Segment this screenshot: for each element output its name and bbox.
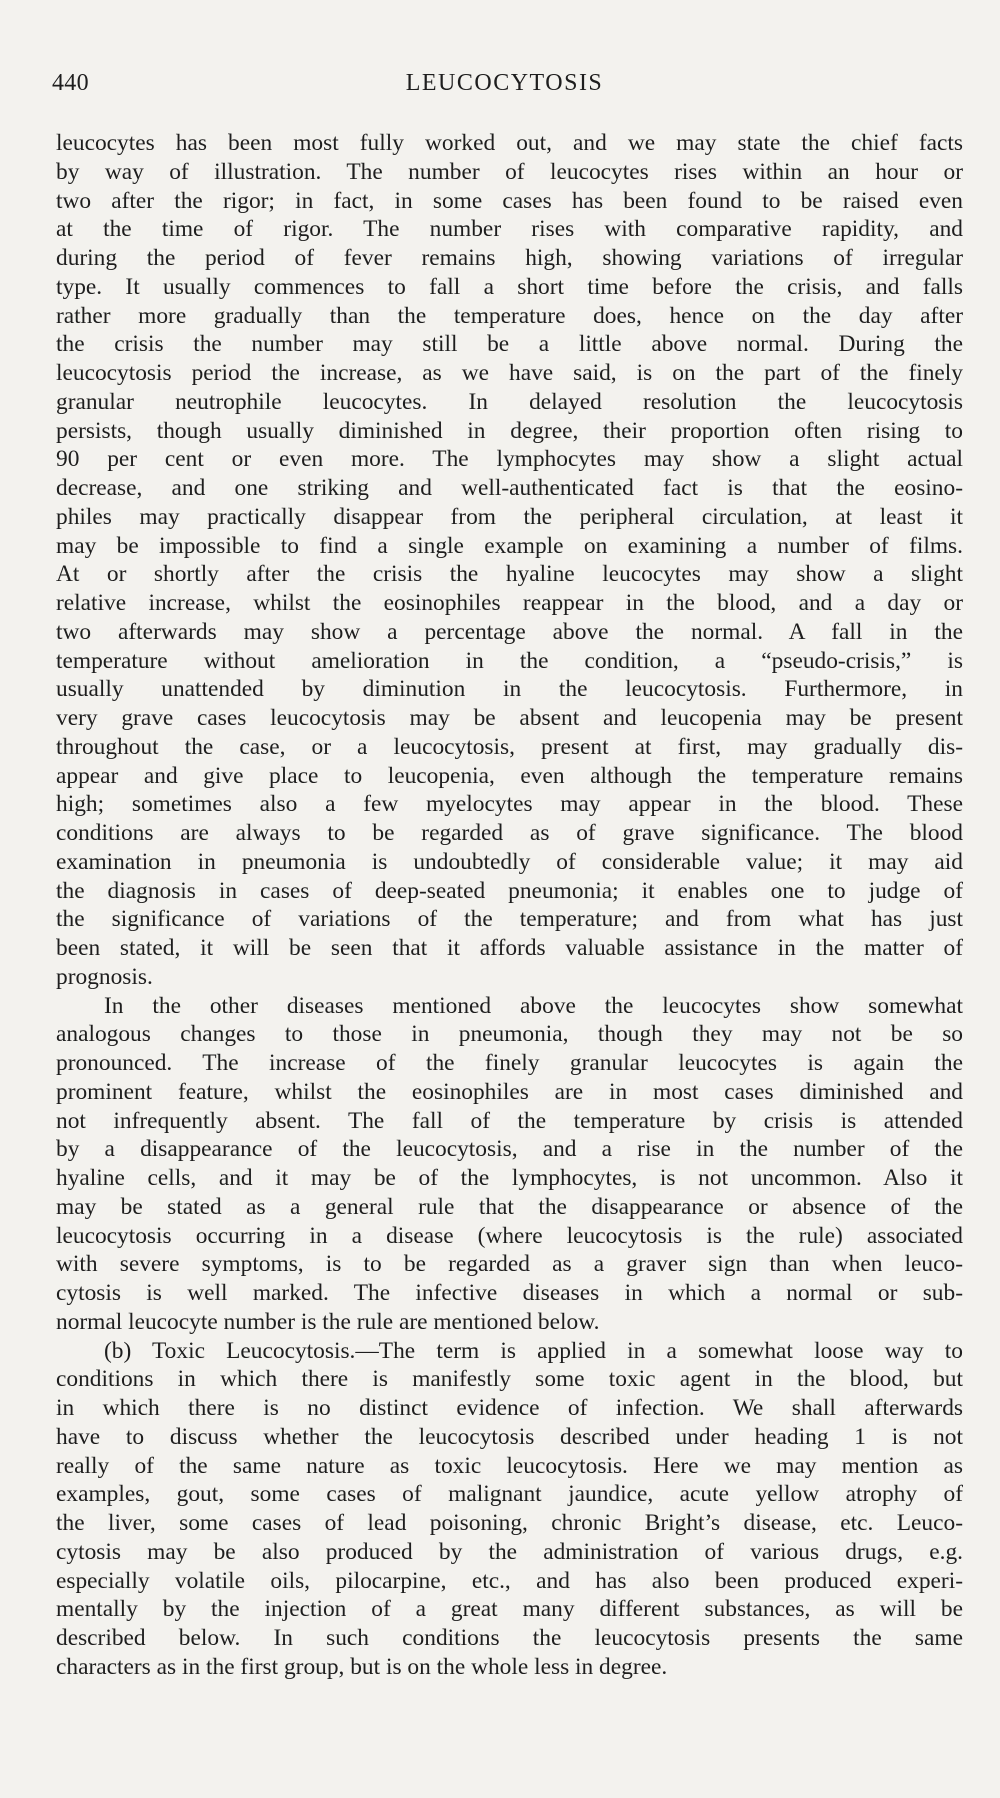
text-line: hyaline cells, and it may be of the lymphocytes, is not uncommon. Also it (56, 1165, 963, 1191)
text-line: with severe symptoms, is to be regarded as a graver sign than when leuco- (56, 1251, 963, 1278)
text-line: philes may practically disappear from the peripheral circulation, at least it (56, 503, 963, 530)
text-line: relative increase, whilst the eosinophiles reappear in the blood, and a day or (56, 590, 963, 616)
text-line: 90 per cent or even more. The lymphocytes may show a slight actual (56, 446, 963, 473)
text-line: examination in pneumonia is undoubtedly of considerable value; it may aid (56, 848, 963, 875)
text-line: at the time of rigor. The number rises with comparative rapidity, and (56, 216, 963, 243)
text-line: pronounced. The increase of the finely granular leucocytes is again the (56, 1050, 963, 1076)
text-line: the diagnosis in cases of deep-seated pneumonia; it enables one to judge of (56, 877, 963, 904)
text-line: conditions are always to be regarded as of grave significance. The blood (56, 820, 963, 846)
page-number: 440 (52, 70, 89, 96)
text-line: throughout the case, or a leucocytosis, present at first, may gradually dis- (56, 733, 963, 760)
text-line: usually unattended by diminution in the leucocytosis. Furthermore, in (56, 676, 963, 703)
text-line: especially volatile oils, pilocarpine, etc., and has also been produced experi- (56, 1567, 963, 1594)
text-line: At or shortly after the crisis the hyaline leucocytes may show a slight (56, 561, 963, 588)
text-line: persists, though usually diminished in degree, their proportion often rising to (56, 417, 963, 444)
text-line: mentally by the injection of a great many different substances, as will be (56, 1596, 963, 1623)
text-line: conditions in which there is manifestly some toxic agent in the blood, but (56, 1366, 963, 1393)
text-line: rather more gradually than the temperature does, hence on the day after (56, 302, 963, 329)
text-line: (b) Toxic Leucocytosis.—The term is applied in a somewhat loose way to (104, 1337, 963, 1364)
text-line: leucocytes has been most fully worked out, and we may state the chief facts (56, 130, 963, 156)
text-line: the crisis the number may still be a little above normal. During the (56, 331, 963, 358)
text-line: during the period of fever remains high, showing variations of irregular (56, 245, 963, 271)
text-line: been stated, it will be seen that it affords valuable assistance in the matter of (56, 935, 963, 961)
text-line: analogous changes to those in pneumonia, though they may not be so (56, 1021, 963, 1048)
text-line: prominent feature, whilst the eosinophiles are in most cases diminished and (56, 1078, 963, 1105)
text-line: prognosis. (56, 963, 153, 990)
text-line: granular neutrophile leucocytes. In delayed resolution the leucocytosis (56, 388, 963, 415)
text-line: described below. In such conditions the leucocytosis presents the same (56, 1625, 963, 1651)
text-line: two after the rigor; in fact, in some cases has been found to be raised even (56, 187, 963, 214)
text-line: examples, gout, some cases of malignant jaundice, acute yellow atrophy of (56, 1481, 963, 1508)
text-line: type. It usually commences to fall a short time before the crisis, and falls (56, 273, 963, 300)
text-line: really of the same nature as toxic leucocytosis. Here we may mention as (56, 1452, 963, 1479)
text-line: by a disappearance of the leucocytosis, and a rise in the number of the (56, 1136, 963, 1163)
text-line: the significance of variations of the temperature; and from what has just (56, 906, 963, 933)
text-line: characters as in the first group, but is on the whole less in degree. (56, 1653, 668, 1680)
body-text (56, 129, 963, 1682)
text-line: have to discuss whether the leucocytosis described under heading 1 is not (56, 1423, 963, 1450)
text-line: In the other diseases mentioned above the leucocytes show somewhat (104, 992, 963, 1019)
text-line: cytosis is well marked. The infective diseases in which a normal or sub- (56, 1280, 963, 1306)
text-line: the liver, some cases of lead poisoning, chronic Bright’s disease, etc. Leuco- (56, 1510, 963, 1536)
text-line: by way of illustration. The number of leucocytes rises within an hour or (56, 158, 963, 185)
text-line: very grave cases leucocytosis may be absent and leucopenia may be present (56, 705, 963, 731)
text-line: two afterwards may show a percentage above the normal. A fall in the (56, 618, 963, 645)
text-line: normal leucocyte number is the rule are mentioned below. (56, 1308, 600, 1335)
text-line: decrease, and one striking and well-authenticated fact is that the eosino- (56, 475, 963, 501)
text-line: may be stated as a general rule that the disappearance or absence of the (56, 1193, 963, 1220)
text-line: cytosis may be also produced by the administration of various drugs, e.g. (56, 1538, 963, 1565)
text-line: temperature without amelioration in the condition, a “pseudo-crisis,” is (56, 647, 963, 674)
text-line: high; sometimes also a few myelocytes may appear in the blood. These (56, 791, 963, 818)
text-line: leucocytosis period the increase, as we have said, is on the part of the finely (56, 360, 963, 386)
text-line: appear and give place to leucopenia, even although the temperature remains (56, 762, 963, 789)
running-head (52, 70, 957, 104)
text-line: in which there is no distinct evidence of infection. We shall afterwards (56, 1395, 963, 1421)
running-title: LEUCOCYTOSIS (405, 70, 604, 96)
text-line: leucocytosis occurring in a disease (where leucocytosis is the rule) associated (56, 1222, 963, 1249)
text-line: may be impossible to find a single example on examining a number of films. (56, 532, 963, 559)
text-line: not infrequently absent. The fall of the temperature by crisis is attended (56, 1107, 963, 1134)
